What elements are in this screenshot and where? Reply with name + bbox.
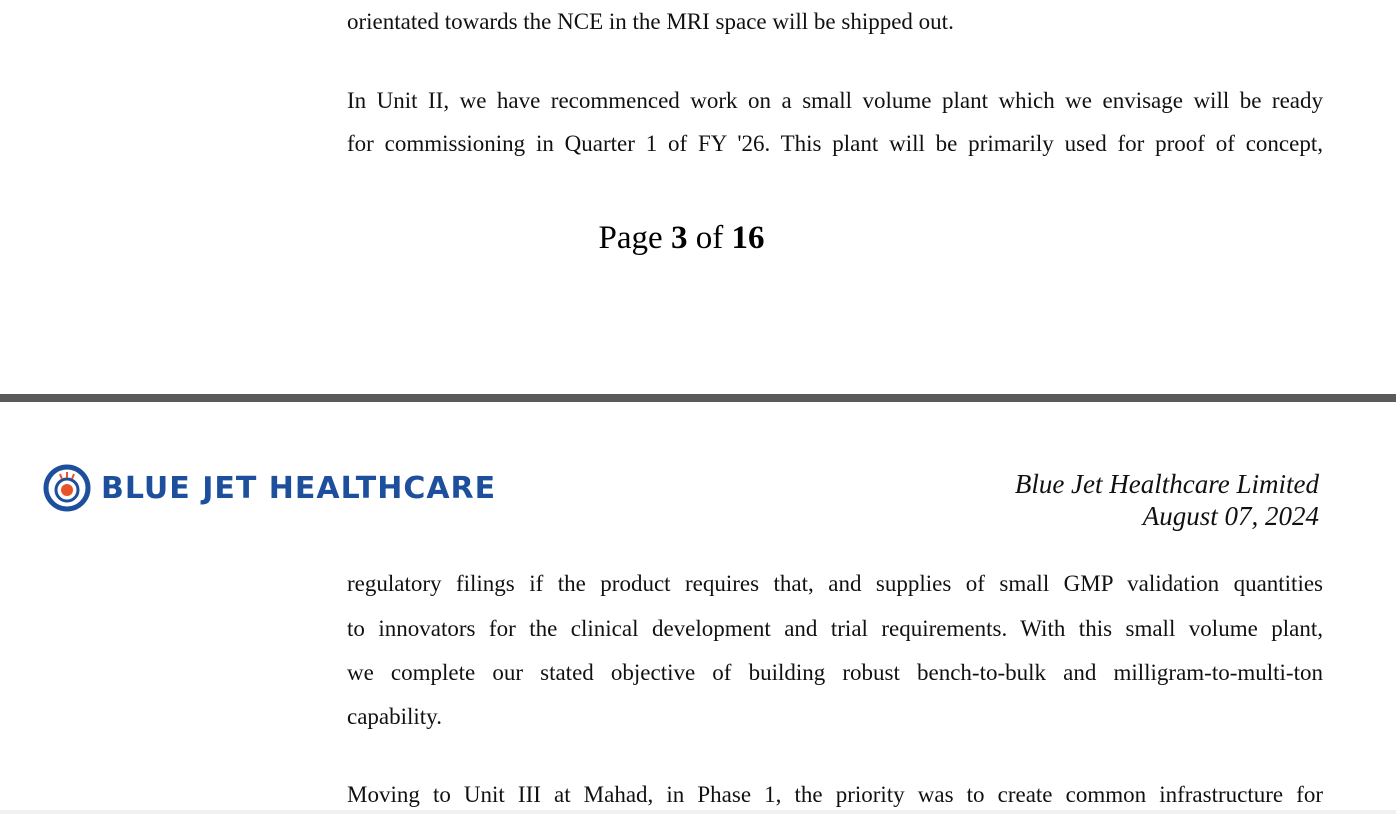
body-text-line: orientated towards the NCE in the MRI space will be shipped out. xyxy=(347,9,954,34)
company-name: Blue Jet Healthcare Limited xyxy=(1014,469,1319,499)
document-page-3 xyxy=(0,0,1396,394)
body-text-line: In Unit II, we have recommenced work on a small volume plant which we envisage will be ready xyxy=(347,88,1323,113)
body-text-line: to innovators for the clinical development and trial requirements. With this small volume plant, xyxy=(347,616,1323,641)
page-number-footer xyxy=(0,218,1363,258)
page-label: Page xyxy=(598,220,663,256)
body-text-line: we complete our stated objective of building robust bench-to-bulk and milligram-to-multi-ton xyxy=(347,660,1323,685)
viewport-bottom-edge xyxy=(0,810,1396,814)
current-page-number: 3 xyxy=(670,220,688,256)
company-logo xyxy=(43,464,496,512)
body-text-line: for commissioning in Quarter 1 of FY '26. This plant will be primarily used for proof of concept, xyxy=(347,131,1323,156)
body-text-line: Moving to Unit III at Mahad, in Phase 1, the priority was to create common infrastructure for xyxy=(347,782,1323,807)
document-date: August 07, 2024 xyxy=(1142,501,1319,531)
document-header-meta xyxy=(1015,468,1319,532)
logo-wordmark: BLUE JET HEALTHCARE xyxy=(101,470,497,506)
blue-jet-logo-icon xyxy=(43,464,91,512)
of-label: of xyxy=(695,220,724,256)
body-text-line: regulatory filings if the product requires that, and supplies of small GMP validation quantities xyxy=(347,571,1323,596)
page-separator xyxy=(0,394,1396,402)
document-page-4 xyxy=(0,402,1396,814)
total-page-count: 16 xyxy=(731,220,765,256)
body-text-line: capability. xyxy=(347,704,442,729)
